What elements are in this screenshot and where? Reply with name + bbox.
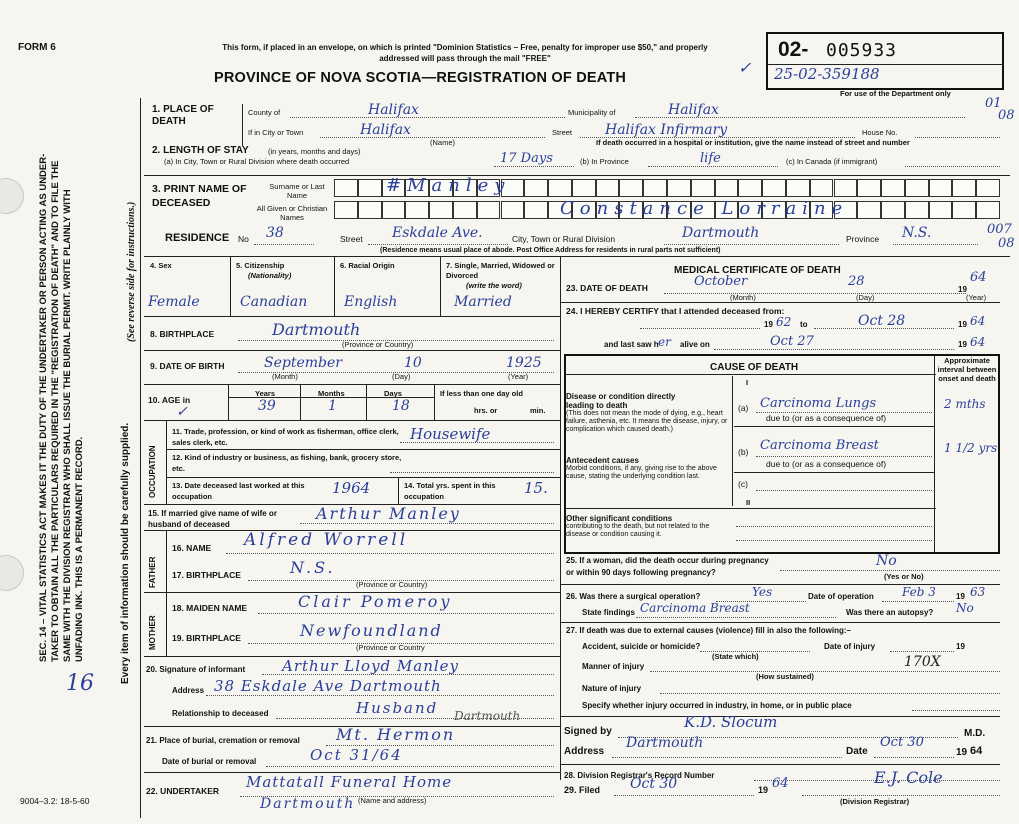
occ-12-label: 12. Kind of industry or business, as fishing, bank, grocery store, etc. [172, 453, 402, 473]
father-side: FATHER [148, 556, 157, 588]
stay-b-value: life [700, 151, 721, 166]
stay-a-value: 17 Days [500, 151, 553, 166]
spouse-label: 15. If married give name of wife or husband of deceased [148, 509, 277, 529]
reg-handwritten: 25-02-359188 [774, 65, 880, 83]
informant-value: Arthur Lloyd Manley [282, 657, 460, 675]
cit-sub: (Nationality) [248, 271, 292, 280]
letter-box [501, 201, 525, 219]
dob-year: 1925 [506, 355, 542, 371]
undertaker-label: 22. UNDERTAKER [146, 786, 220, 796]
certify-label: 24. I HEREBY CERTIFY that I attended deceased from: [566, 306, 785, 316]
cause-title: CAUSE OF DEATH [710, 362, 799, 373]
q26-label: 26. Was there a surgical operation? [566, 592, 701, 601]
q29-label: 29. Filed [564, 785, 601, 795]
letter-box [334, 179, 358, 197]
letter-box [382, 201, 406, 219]
occ-14-label: 14. Total yrs. spent in this occupation [404, 481, 496, 501]
cause-II: II [746, 498, 751, 507]
q28-label: 28. Division Registrar's Record Number [564, 771, 715, 780]
sex-value: Female [148, 294, 200, 310]
dob-month-cap: (Month) [272, 372, 298, 381]
cause-b-interval: 1 1/2 yrs [944, 441, 998, 455]
death-month-cap: (Month) [730, 293, 756, 302]
res-city-value: Dartmouth [682, 225, 760, 241]
letter-box [715, 179, 739, 197]
letter-box [881, 179, 905, 197]
side-every-item: Every item of information should be carefully supplied. [120, 422, 131, 684]
last-saw-value: Oct 27 [770, 334, 814, 349]
med-title: MEDICAL CERTIFICATE OF DEATH [674, 265, 841, 276]
relationship-value: Husband [356, 699, 439, 717]
letter-box [857, 201, 881, 219]
letter-box [453, 201, 477, 219]
letter-box [643, 179, 667, 197]
mother-name-label: 18. MAIDEN NAME [172, 603, 248, 613]
disease-sub: (This does not mean the mode of dying, e.g., heart failure, asthenia, etc. It means the disease, injury, or complication which caused death.) [566, 410, 728, 433]
street-value: Halifax Infirmary [605, 122, 728, 138]
inf-address-value: 38 Eskdale Ave Dartmouth [214, 677, 442, 695]
injury-19: 19 [956, 642, 965, 651]
certify-19a: 19 [764, 320, 773, 329]
spouse-value: Arthur Manley [316, 504, 461, 523]
division-registrar-sig: E.J. Cole [874, 768, 943, 787]
dob-day: 10 [404, 355, 422, 371]
age-months: 1 [328, 398, 337, 414]
burial-date-value: Oct 31/64 [310, 746, 403, 764]
age-days: 18 [392, 398, 410, 414]
age-min: min. [530, 406, 546, 415]
reg-mark-2: 08 [998, 108, 1015, 123]
letter-box [334, 201, 358, 219]
age-hrs: hrs. or [474, 406, 498, 415]
letter-box [358, 179, 382, 197]
informant-label: 20. Signature of informant [146, 665, 246, 674]
q25-sub: (Yes or No) [884, 572, 924, 581]
death-year: 64 [970, 270, 987, 285]
mar-sub: (write the word) [466, 281, 522, 290]
hospital-note: If death occurred in a hospital or institution, give the name instead of street and number [596, 138, 910, 147]
birthplace-value: Dartmouth [272, 320, 361, 339]
surname-value: #Manley [386, 175, 511, 196]
burial-date-label: Date of burial or removal [162, 757, 257, 766]
q27-label: 27. If death was due to external causes (violence) fill in also the following:– [566, 626, 851, 635]
other-cond-label: Other significant conditions [566, 514, 673, 523]
punch-hole-bottom [0, 555, 24, 591]
cause-b-value: Carcinoma Breast [760, 438, 879, 453]
muni-label: Municipality of [568, 108, 616, 117]
state-findings-value: Carcinoma Breast [640, 601, 750, 615]
q26-value: Yes [752, 585, 773, 599]
mar-value: Married [454, 294, 512, 310]
res-no-value: 38 [266, 225, 284, 241]
letter-box [667, 179, 691, 197]
given-value: Constance Lorraine [560, 198, 849, 219]
injury-date-label: Date of injury [824, 642, 876, 651]
q26-year: 63 [970, 585, 986, 599]
occ-13-label: 13. Date deceased last worked at this occupation [172, 481, 305, 501]
residence-note: (Residence means usual place of abode. Post Office Address for residents in rural parts not sufficient) [380, 247, 721, 254]
reg-number: 005933 [826, 40, 898, 61]
stay-sub: (in years, months and days) [268, 147, 361, 156]
antecedent-label: Antecedent causes [566, 456, 639, 465]
res-no-label: No [238, 234, 249, 244]
age-months-label: Months [318, 389, 345, 398]
other-cond-sub: contributing to the death, but not related to the disease or condition causing it. [566, 523, 710, 538]
father-birth-label: 17. BIRTHPLACE [172, 570, 241, 580]
stay-label: 2. LENGTH OF STAY [152, 145, 249, 156]
cause-a-value: Carcinoma Lungs [760, 396, 877, 411]
age-check: ✓ [176, 404, 188, 420]
accident-label: Accident, suicide or homicide? [582, 642, 701, 651]
form-number: FORM 6 [18, 42, 56, 53]
burial-label: 21. Place of burial, cremation or removal [146, 736, 300, 745]
age-label: 10. AGE in [148, 395, 191, 405]
signed-by-value: K.D. Slocum [684, 713, 778, 731]
letter-box [857, 179, 881, 197]
cit-label: 5. Citizenship [236, 261, 285, 270]
muni-value: Halifax [668, 102, 719, 118]
letter-box [929, 179, 953, 197]
q25-value: No [876, 553, 897, 569]
dept-use: For use of the Department only [840, 89, 951, 98]
letter-box [952, 179, 976, 197]
county-value: Halifax [368, 102, 419, 118]
q26-date: Feb 3 [902, 585, 936, 599]
birthplace-sub: (Province or Country) [342, 340, 414, 349]
mother-birth-value: Newfoundland [300, 621, 443, 640]
cause-a-interval: 2 mths [944, 397, 986, 411]
autopsy-label: Was there an autopsy? [846, 608, 934, 617]
city-value: Halifax [360, 122, 411, 138]
reg-mark-4: 08 [998, 236, 1015, 251]
city-label: If in City or Town [248, 128, 304, 137]
q26-date-label: Date of operation [808, 592, 874, 601]
state-which: (State which) [712, 652, 759, 661]
occupation-side: OCCUPATION [148, 445, 157, 498]
letter-box [738, 179, 762, 197]
dob-label: 9. DATE OF BIRTH [150, 361, 225, 371]
check-mark: ✓ [738, 58, 752, 77]
birthplace-label: 8. BIRTHPLACE [150, 329, 215, 339]
city-name-caption: (Name) [430, 138, 456, 147]
certify-to-label: to [800, 320, 808, 329]
letter-box [524, 179, 548, 197]
letter-box [358, 201, 382, 219]
letter-box [596, 179, 620, 197]
due-to-2: due to (or as a consequence of) [766, 459, 887, 469]
street-label: Street [552, 128, 573, 137]
letter-box [429, 201, 453, 219]
last-saw-label: and last saw h [604, 340, 659, 349]
death-day-cap: (Day) [856, 293, 875, 302]
letter-box [691, 179, 715, 197]
letter-box [976, 201, 1000, 219]
undertaker-value-2: Dartmouth [260, 796, 356, 812]
cause-c-label: (c) [738, 479, 748, 489]
autopsy-value: No [956, 601, 974, 615]
place-label: 1. PLACE OF DEATH [152, 104, 214, 127]
mar-label: 7. Single, Married, Widowed or Divorced [446, 261, 555, 280]
sign-address-value: Dartmouth [626, 735, 704, 751]
certify-to-year: 64 [970, 314, 986, 328]
death-day: 28 [848, 274, 865, 289]
reg-prefix: 02- [778, 38, 809, 61]
house-label: House No. [862, 128, 898, 137]
letter-box [405, 201, 429, 219]
sign-date-label: Date [846, 746, 868, 757]
form-title: PROVINCE OF NOVA SCOTIA—REGISTRATION OF DEATH [214, 70, 627, 86]
given-label: All Given or Christian Names [256, 204, 328, 222]
occ-11-label: 11. Trade, profession, or kind of work as fisherman, office clerk, sales clerk, etc. [172, 427, 399, 447]
letter-box [834, 179, 858, 197]
burial-value: Mt. Hermon [336, 725, 456, 744]
q26-19: 19 [956, 592, 965, 601]
sign-year-pre: 19 [956, 747, 968, 758]
sign-address-label: Address [564, 746, 605, 757]
occ-14-value: 15. [524, 479, 548, 497]
undertaker-sub: (Name and address) [358, 796, 427, 805]
res-city-label: City, Town or Rural Division [512, 234, 616, 244]
stay-b-label: (b) In Province [580, 157, 629, 166]
dob-day-cap: (Day) [392, 372, 411, 381]
letter-box [786, 179, 810, 197]
q29-value: Oct 30 [630, 776, 678, 792]
form-footer: 9004–3.2: 18-5-60 [20, 796, 90, 806]
occ-11-value: Housewife [410, 425, 491, 443]
residence-label: RESIDENCE [165, 232, 230, 244]
sign-year: 64 [970, 745, 983, 757]
sign-date-value: Oct 30 [880, 735, 924, 750]
reg-mark-1: 01 [985, 96, 1002, 111]
letter-box [477, 201, 501, 219]
father-birth-value: N.S. [290, 558, 336, 577]
mother-birth-sub: (Province or Country [356, 643, 425, 652]
md-label: M.D. [964, 728, 986, 739]
letter-box [762, 179, 786, 197]
res-prov-label: Province [846, 234, 880, 244]
surname-label: Surname or Last Name [269, 182, 325, 200]
mother-birth-label: 19. BIRTHPLACE [172, 633, 241, 643]
dob-year-cap: (Year) [508, 372, 529, 381]
last-saw-19: 19 [958, 340, 967, 349]
death-year-pre: 19 [958, 285, 967, 294]
alive-on-label: alive on [680, 340, 710, 349]
side-handwritten: 16 [66, 671, 94, 696]
how-sustained: (How sustained) [756, 672, 814, 681]
mother-name-value: Clair Pomeroy [298, 592, 453, 611]
death-date-label: 23. DATE OF DEATH [566, 283, 648, 293]
res-street-label: Street [340, 234, 363, 244]
age-years-label: Years [255, 389, 276, 398]
letter-box [810, 179, 834, 197]
res-street-value: Eskdale Ave. [392, 225, 483, 241]
manner-value: 170X [904, 654, 941, 670]
letter-box [905, 179, 929, 197]
certify-to-value: Oct 28 [858, 313, 906, 329]
age-less-label: If less than one day old [440, 389, 523, 398]
letter-box [905, 201, 929, 219]
print-name-label: 3. PRINT NAME OF DECEASED [152, 183, 247, 209]
certify-from-year: 62 [776, 315, 792, 329]
death-year-cap: (Year) [966, 293, 987, 302]
approx-interval: Approximate interval between onset and death [937, 356, 997, 383]
race-value: English [344, 294, 398, 310]
disease-label: Disease or condition directly leading to death [566, 392, 676, 410]
letter-box [881, 201, 905, 219]
cause-I: I [746, 378, 749, 387]
envelope-notice: This form, if placed in an envelope, on which is printed "Dominion Statistics – Free, penalty for improper use $50," and properly addressed will pass through the mail "FREE" [222, 43, 708, 63]
letter-box [952, 201, 976, 219]
inf-extra: Dartmouth [454, 709, 521, 723]
sex-label: 4. Sex [150, 261, 172, 270]
father-name-value: Alfred Worrell [244, 530, 409, 550]
side-see-reverse: (See reverse side for instructions.) [126, 201, 137, 342]
q29-year-pre: 19 [758, 785, 769, 795]
county-label: County of [248, 108, 281, 117]
division-registrar-label: (Division Registrar) [840, 797, 910, 806]
q25-label: 25. If a woman, did the death occur during pregnancy or within 90 days following pregnancy? [566, 556, 769, 577]
cause-b-label: (b) [738, 447, 749, 457]
q29-year: 64 [772, 776, 789, 791]
letter-box [976, 179, 1000, 197]
inf-address-label: Address [172, 686, 205, 695]
cause-a-label: (a) [738, 403, 749, 413]
occ-13-value: 1964 [332, 479, 371, 497]
letter-box [929, 201, 953, 219]
due-to-1: due to (or as a consequence of) [766, 413, 887, 423]
res-prov-value: N.S. [902, 225, 932, 241]
undertaker-value: Mattatall Funeral Home [246, 773, 453, 791]
letter-box [572, 179, 596, 197]
signed-by-label: Signed by [564, 726, 612, 737]
last-saw-initial: er [658, 335, 671, 349]
state-findings-label: State findings [582, 608, 635, 617]
stay-a-label: (a) In City, Town or Rural Division where death occurred [164, 157, 350, 166]
father-name-label: 16. NAME [172, 543, 212, 553]
letter-box [548, 179, 572, 197]
cit-value: Canadian [240, 294, 308, 310]
mother-side: MOTHER [148, 615, 157, 650]
punch-hole-top [0, 178, 24, 214]
antecedent-sub: Morbid conditions, if any, giving rise to the above cause, stating the underlying condition last. [566, 465, 717, 480]
death-month: October [694, 274, 748, 289]
reg-mark-3: 007 [987, 222, 1012, 237]
letter-box [524, 201, 548, 219]
certify-19b: 19 [958, 320, 967, 329]
age-days-label: Days [384, 389, 402, 398]
letter-box [619, 179, 643, 197]
last-saw-year: 64 [970, 335, 986, 349]
race-label: 6. Racial Origin [340, 261, 395, 270]
side-instructions: SEC. 14 – VITAL STATISTICS ACT MAKES IT THE DUTY OF THE UNDERTAKER OR PERSON ACTING AS UNDER-TAKER TO OBTAIN ALL THE PARTICULARS REQUIRED IN THE "REGISTRATION OF DEATH" AND TO FILE THE SAME WITH THE DIVISION REGISTRAR WHO SHALL ISSUE THE BURIAL PERMIT. WRITE PLAINLY WITH UNFADING INK. THIS IS A PERMANENT RECORD. [38, 153, 85, 662]
age-years: 39 [258, 398, 276, 414]
stay-c-label: (c) In Canada (if immigrant) [786, 157, 878, 166]
dob-month: September [264, 355, 342, 371]
father-birth-sub: (Province or Country) [356, 580, 428, 589]
manner-label: Manner of injury [582, 662, 645, 671]
relationship-label: Relationship to deceased [172, 709, 269, 718]
nature-label: Nature of injury [582, 684, 642, 693]
specify-label: Specify whether injury occurred in industry, in home, or in public place [582, 701, 852, 710]
